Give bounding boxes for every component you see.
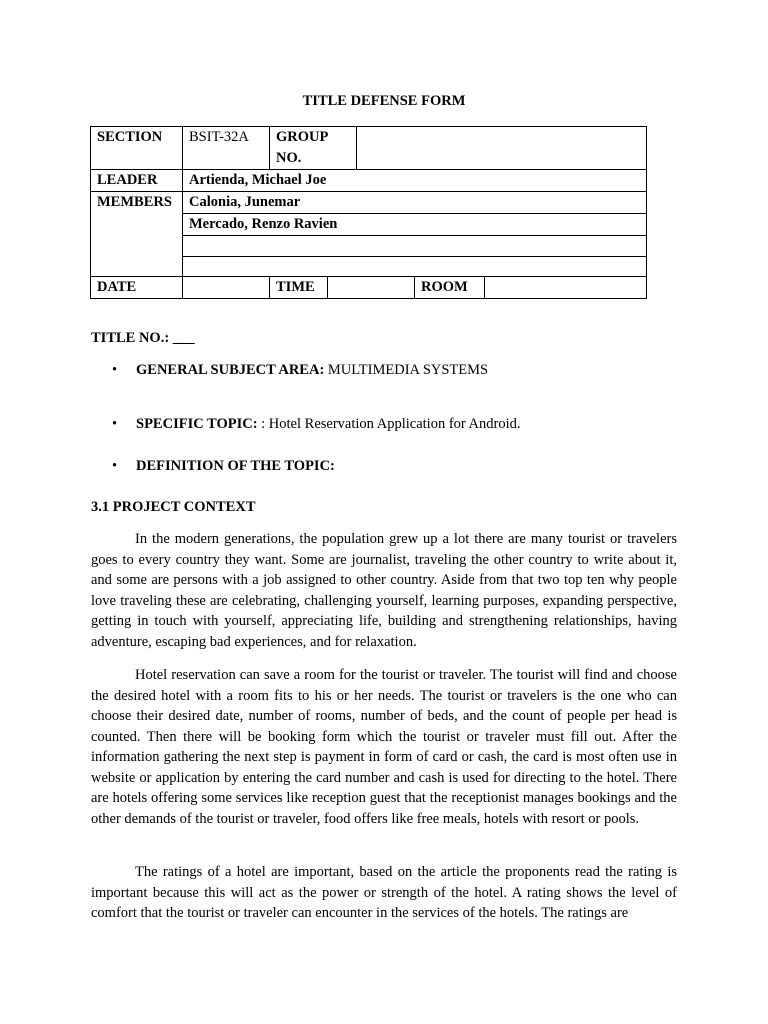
bullet-symbol: • (112, 416, 118, 432)
members-label-spacer (91, 236, 183, 257)
bullet-specific-topic (112, 416, 521, 433)
bullet-label: SPECIFIC TOPIC: (136, 416, 258, 432)
date-label: DATE (91, 277, 183, 299)
date-value (183, 277, 270, 299)
title-defense-form-table (90, 126, 647, 299)
members-label: MEMBERS (91, 192, 183, 214)
leader-value: Artienda, Michael Joe (183, 170, 647, 192)
members-label-spacer (91, 214, 183, 236)
room-label: ROOM (415, 277, 485, 299)
bullet-label: DEFINITION OF THE TOPIC: (136, 458, 335, 474)
bullet-symbol: • (112, 458, 118, 474)
member-row: Calonia, Junemar (183, 192, 647, 214)
paragraph: Hotel reservation can save a room for the tourist or traveler. The tourist will find and choose the desired hotel with a room fits to his or her needs. The tourist or travelers is the one who can choose their desired date, number of rooms, number of beds, and the count of people per head is counted. Then there will be booking form which the tourist or traveler must fill out. After the information gathering the next step is payment in form of card or cash, the card is most often use in website or application by entering the card number and cash is used for directing to the hotel. There are hotels offering some services like reception guest that the receptionist manages bookings and the other demands of the tourist or traveler, food offers like free meals, hotels with resort or pools. (91, 667, 677, 827)
paragraph: In the modern generations, the population grew up a lot there are many tourist or travelers goes to every country they want. Some are journalist, traveling the other country to write about it, and some are persons with a job assigned to other country. Aside from that two top ten why people love traveling these are celebrating, challenging yourself, learning purposes, expanding perspective, getting in touch with yourself, appreciating life, building and strengthening relationships, having adventure, escaping bad experiences, and for relaxation. (91, 531, 677, 650)
title-number: TITLE NO.: ___ (91, 330, 195, 346)
member-row (183, 236, 647, 257)
members-label-spacer (91, 257, 183, 277)
section-label: SECTION (91, 127, 183, 170)
member-row (183, 257, 647, 277)
bullet-general-subject-area (112, 362, 488, 379)
bullet-definition-of-topic (112, 458, 335, 475)
room-value (485, 277, 647, 299)
bullet-symbol: • (112, 362, 118, 378)
section-heading: 3.1 PROJECT CONTEXT (91, 499, 256, 515)
leader-label: LEADER (91, 170, 183, 192)
group-no-value (357, 127, 647, 170)
time-label: TIME (270, 277, 328, 299)
paragraph: The ratings of a hotel are important, based on the article the proponents read the rating is important because this will act as the power or strength of the hotel. A rating shows the level of comfort that the tourist or traveler can encounter in the services of the hotels. The ratings are (91, 864, 677, 921)
time-value (328, 277, 415, 299)
bullet-value: MULTIMEDIA SYSTEMS (324, 362, 489, 378)
bullet-label: GENERAL SUBJECT AREA: (136, 362, 325, 378)
member-row: Mercado, Renzo Ravien (183, 214, 647, 236)
section-value: BSIT-32A (183, 127, 270, 170)
document-title: TITLE DEFENSE FORM (302, 93, 466, 109)
group-no-label: GROUP NO. (270, 127, 357, 170)
bullet-value: : Hotel Reservation Application for Android. (257, 416, 521, 432)
